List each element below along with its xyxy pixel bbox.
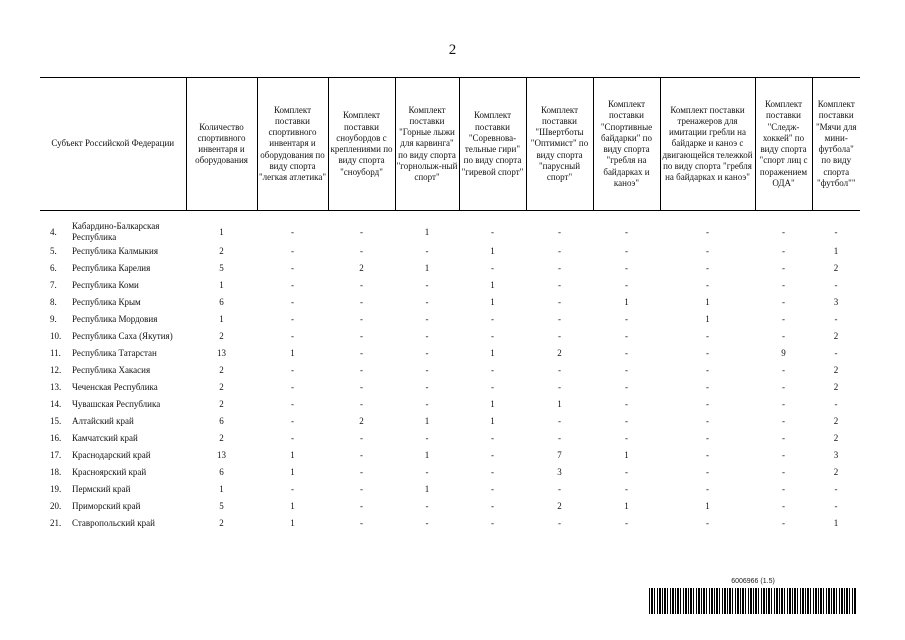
table-cell: - <box>782 226 785 237</box>
table-cell: 1 <box>705 501 710 512</box>
table-cell: - <box>625 416 628 427</box>
table-cell: 2 <box>833 416 839 427</box>
table-cell: 2 <box>833 467 839 478</box>
table-cell: - <box>425 246 429 257</box>
table-row <box>40 448 860 465</box>
row-number: 12. <box>50 365 62 376</box>
table-cell: 2 <box>833 263 839 274</box>
table-cell: 2 <box>219 518 224 529</box>
table-row <box>40 499 860 516</box>
region-name: Краснодарский край <box>72 450 151 461</box>
table-cell: 6 <box>219 297 224 308</box>
table-cell: - <box>558 246 561 257</box>
table-cell: - <box>625 365 628 376</box>
table-cell: - <box>360 331 363 342</box>
table-cell: - <box>834 280 838 291</box>
table-row <box>40 414 860 431</box>
table-cell: 2 <box>833 331 839 342</box>
header-snowboard: Комплект поставки сноубордов с креплениями по виду спорта "сноуборд" <box>328 78 395 211</box>
table-cell: - <box>291 246 294 257</box>
table-cell: - <box>491 484 494 495</box>
table-cell: - <box>782 484 785 495</box>
table-cell: 1 <box>490 348 495 359</box>
table-cell: - <box>782 263 785 274</box>
table-cell: 3 <box>833 450 839 461</box>
table-cell: - <box>625 484 628 495</box>
table-cell: - <box>360 501 363 512</box>
table-cell: - <box>291 331 294 342</box>
table-cell: - <box>625 331 628 342</box>
table-cell: - <box>491 314 494 325</box>
region-name: Республика Карелия <box>72 263 151 274</box>
table-cell: - <box>491 226 494 237</box>
table-cell: - <box>425 501 429 512</box>
table-cell: - <box>782 433 785 444</box>
table-cell: - <box>291 297 294 308</box>
table-cell: 2 <box>219 399 224 410</box>
table-cell: - <box>782 331 785 342</box>
header-total-count: Количество спортивного инвентаря и оборудования <box>186 78 257 211</box>
table-row <box>40 465 860 482</box>
table-cell: 2 <box>219 382 224 393</box>
table-cell: - <box>425 331 429 342</box>
row-number: 9. <box>50 314 57 325</box>
header-subject: Субъект Российской Федерации <box>40 78 186 211</box>
table-cell: - <box>706 433 709 444</box>
table-cell: - <box>291 416 294 427</box>
table-cell: - <box>360 484 363 495</box>
table-cell: - <box>782 467 785 478</box>
table-cell: 1 <box>290 467 295 478</box>
table-cell: - <box>291 365 294 376</box>
table-cell: - <box>625 348 628 359</box>
table-cell: 2 <box>833 382 839 393</box>
table-cell: - <box>558 314 561 325</box>
table-cell: - <box>360 467 363 478</box>
table-cell: - <box>706 484 709 495</box>
table-row <box>40 431 860 448</box>
table-cell: - <box>491 263 494 274</box>
table-cell: 1 <box>833 518 839 529</box>
table-cell: - <box>558 263 561 274</box>
table-cell: 1 <box>219 314 224 325</box>
table-cell: - <box>360 280 363 291</box>
table-cell: 1 <box>424 484 430 495</box>
table-cell: 1 <box>219 280 224 291</box>
table-cell: - <box>491 382 494 393</box>
header-kettlebell: Комплект поставки "Соревнова-тельные гири" по виду спорта "гиревой спорт" <box>459 78 526 211</box>
table-cell: - <box>782 518 785 529</box>
table-cell: - <box>834 484 838 495</box>
table-cell: - <box>291 484 294 495</box>
table-row <box>40 221 860 244</box>
table-cell: - <box>625 433 628 444</box>
table-cell: - <box>491 467 494 478</box>
table-cell: 13 <box>217 450 226 461</box>
table-row <box>40 516 860 533</box>
table-cell: 1 <box>490 246 495 257</box>
table-cell: 1 <box>290 348 295 359</box>
row-number: 14. <box>50 399 62 410</box>
table-cell: - <box>491 433 494 444</box>
table-cell: 1 <box>290 450 295 461</box>
table-cell: 1 <box>219 226 224 237</box>
table-cell: - <box>291 263 294 274</box>
row-number: 10. <box>50 331 62 342</box>
table-cell: 1 <box>624 297 629 308</box>
region-name: Алтайский край <box>72 416 134 427</box>
region-name: Ставропольский край <box>72 518 155 529</box>
table-cell: 2 <box>557 348 562 359</box>
region-name: Кабардино-Балкарская Республика <box>72 221 160 243</box>
row-number: 20. <box>50 501 62 512</box>
table-cell: 7 <box>557 450 562 461</box>
table-cell: 3 <box>833 297 839 308</box>
table-cell: 1 <box>624 450 629 461</box>
table-cell: - <box>291 382 294 393</box>
table-cell: - <box>706 263 709 274</box>
table-cell: - <box>425 433 429 444</box>
table-cell: - <box>782 314 785 325</box>
table-cell: 1 <box>424 450 430 461</box>
table-cell: - <box>425 399 429 410</box>
table-cell: - <box>625 280 628 291</box>
table-row <box>40 261 860 278</box>
table-cell: 5 <box>219 263 224 274</box>
table-cell: - <box>706 331 709 342</box>
table-cell: - <box>706 226 709 237</box>
table-cell: - <box>558 226 561 237</box>
row-number: 17. <box>50 450 62 461</box>
table-cell: 2 <box>219 246 224 257</box>
table-cell: - <box>558 297 561 308</box>
table-cell: - <box>834 501 838 512</box>
row-number: 18. <box>50 467 62 478</box>
table-cell: - <box>558 280 561 291</box>
table-cell: - <box>291 433 294 444</box>
table-cell: - <box>360 348 363 359</box>
table-cell: - <box>625 467 628 478</box>
table-cell: - <box>782 501 785 512</box>
table-row <box>40 397 860 414</box>
table-cell: - <box>706 382 709 393</box>
table-cell: 1 <box>490 280 495 291</box>
header-rowing-simulators: Комплект поставки тренажеров для имитации гребли на байдарке и каноэ с двигающейся тележкой по виду спорта "гребля на байдарках и каноэ" <box>660 78 755 211</box>
table-cell: - <box>425 348 429 359</box>
table-cell: - <box>360 450 363 461</box>
header-alpine-skiing: Комплект поставки "Горные лыжи для карвинга" по виду спорта "горнолыж-ный спорт" <box>395 78 459 211</box>
table-cell: - <box>706 450 709 461</box>
table-cell: - <box>782 450 785 461</box>
table-cell: 2 <box>219 433 224 444</box>
table-cell: - <box>834 226 838 237</box>
table-cell: - <box>706 416 709 427</box>
table-cell: - <box>291 226 294 237</box>
table-cell: - <box>360 246 363 257</box>
header-sailing: Комплект поставки "Швертботы "Оптимист" по виду спорта "парусный спорт" <box>526 78 593 211</box>
header-kayaks: Комплект поставки "Спортивные байдарки" по виду спорта "гребля на байдарках и каноэ" <box>593 78 660 211</box>
table-cell: - <box>425 297 429 308</box>
table-cell: - <box>291 399 294 410</box>
region-name: Чеченская Республика <box>72 382 158 393</box>
table-cell: 2 <box>359 416 364 427</box>
table-cell: 1 <box>290 518 295 529</box>
table-cell: - <box>360 226 363 237</box>
table-cell: - <box>491 450 494 461</box>
table-cell: - <box>291 280 294 291</box>
table-cell: 2 <box>219 365 224 376</box>
region-name: Республика Саха (Якутия) <box>72 331 173 342</box>
table-header-row <box>40 78 860 211</box>
region-name: Пермский край <box>72 484 131 495</box>
table-cell: - <box>558 433 561 444</box>
table-cell: 2 <box>833 365 839 376</box>
table-cell: - <box>425 365 429 376</box>
barcode-bars <box>649 588 857 614</box>
table-cell: - <box>706 399 709 410</box>
table-cell: - <box>360 297 363 308</box>
table-row <box>40 380 860 397</box>
header-sledge-hockey: Комплект поставки "Следж-хоккей" по виду спорта "спорт лиц с поражением ОДА" <box>755 78 812 211</box>
table-cell: - <box>706 518 709 529</box>
table-cell: - <box>425 280 429 291</box>
table-cell: - <box>558 331 561 342</box>
table-cell: - <box>558 382 561 393</box>
barcode <box>649 580 857 614</box>
table-cell: - <box>625 314 628 325</box>
table-cell: - <box>834 399 838 410</box>
table-cell: 1 <box>624 501 629 512</box>
table-cell: - <box>625 382 628 393</box>
table-row <box>40 346 860 363</box>
table-cell: - <box>291 314 294 325</box>
table-cell: - <box>834 314 838 325</box>
equipment-table <box>40 77 860 533</box>
table-cell: - <box>782 416 785 427</box>
table-cell: 6 <box>219 416 224 427</box>
table-cell: - <box>782 399 785 410</box>
row-number: 6. <box>50 263 57 274</box>
table-cell: - <box>834 348 838 359</box>
table-cell: - <box>360 399 363 410</box>
table-cell: 2 <box>359 263 364 274</box>
table-cell: - <box>425 518 429 529</box>
table-cell: - <box>706 246 709 257</box>
table-cell: - <box>706 467 709 478</box>
table-cell: - <box>706 280 709 291</box>
table-row <box>40 312 860 329</box>
table-cell: 1 <box>705 297 710 308</box>
header-athletics: Комплект поставки спортивного инвентаря и оборудования по виду спорта "легкая атлетика" <box>257 78 328 211</box>
table-cell: 1 <box>424 416 430 427</box>
table-cell: 2 <box>219 331 224 342</box>
table-cell: 1 <box>219 484 224 495</box>
table-cell: - <box>782 280 785 291</box>
table-cell: - <box>706 348 709 359</box>
table-cell: 13 <box>217 348 226 359</box>
table-row <box>40 295 860 312</box>
table-cell: 1 <box>424 226 430 237</box>
table-cell: 6 <box>219 467 224 478</box>
table-cell: - <box>625 263 628 274</box>
table-cell: - <box>625 226 628 237</box>
page-number: 2 <box>448 42 457 58</box>
region-name: Республика Хакасия <box>72 365 151 376</box>
table-cell: 1 <box>490 416 495 427</box>
table-row <box>40 278 860 295</box>
region-name: Красноярский край <box>72 467 147 478</box>
table-cell: 1 <box>705 314 710 325</box>
row-number: 7. <box>50 280 57 291</box>
table-cell: 2 <box>557 501 562 512</box>
region-name: Камчатский край <box>72 433 138 444</box>
table-cell: 1 <box>290 501 295 512</box>
table-cell: - <box>782 382 785 393</box>
table-cell: - <box>782 246 785 257</box>
table-cell: - <box>360 433 363 444</box>
row-number: 4. <box>50 226 57 237</box>
table-cell: - <box>625 518 628 529</box>
table-cell: 1 <box>490 399 495 410</box>
region-name: Республика Коми <box>72 280 139 291</box>
region-name: Республика Крым <box>72 297 141 308</box>
table-cell: - <box>491 331 494 342</box>
table-row <box>40 329 860 346</box>
table-cell: - <box>491 518 494 529</box>
row-number: 15. <box>50 416 62 427</box>
region-name: Республика Татарстан <box>72 348 157 359</box>
table-cell: - <box>558 416 561 427</box>
table-cell: - <box>360 518 363 529</box>
header-spacer <box>40 211 860 222</box>
row-number: 8. <box>50 297 57 308</box>
table-cell: - <box>360 365 363 376</box>
row-number: 16. <box>50 433 62 444</box>
table-cell: 2 <box>833 433 839 444</box>
table-cell: - <box>558 365 561 376</box>
region-name: Приморский край <box>72 501 141 512</box>
table-cell: - <box>782 297 785 308</box>
table-cell: - <box>625 399 628 410</box>
row-number: 19. <box>50 484 62 495</box>
region-name: Чувашская Республика <box>72 399 161 410</box>
table-cell: - <box>491 365 494 376</box>
region-name: Республика Мордовия <box>72 314 158 325</box>
table-cell: - <box>491 501 494 512</box>
table-cell: - <box>782 365 785 376</box>
table-cell: - <box>625 246 628 257</box>
region-name: Республика Калмыкия <box>72 246 158 257</box>
table-cell: - <box>360 314 363 325</box>
row-number: 5. <box>50 246 57 257</box>
table-cell: 3 <box>557 467 562 478</box>
row-number: 21. <box>50 518 62 529</box>
table-cell: - <box>425 382 429 393</box>
table-cell: - <box>558 518 561 529</box>
table-cell: - <box>558 484 561 495</box>
table-cell: - <box>425 314 429 325</box>
table-cell: - <box>706 365 709 376</box>
table-cell: 1 <box>424 263 430 274</box>
header-mini-football: Комплект поставки "Мячи для мини-футбола" по виду спорта "футбол"" <box>812 78 860 211</box>
table-cell: 5 <box>219 501 224 512</box>
table-cell: - <box>360 382 363 393</box>
row-number: 13. <box>50 382 62 393</box>
table-cell: - <box>425 467 429 478</box>
table-cell: 1 <box>557 399 562 410</box>
barcode-label: 6006966 (1.5) <box>731 578 775 585</box>
table-row <box>40 482 860 499</box>
table-cell: 1 <box>833 246 839 257</box>
table-cell: 1 <box>490 297 495 308</box>
row-number: 11. <box>50 348 61 359</box>
table-cell: 9 <box>781 348 786 359</box>
table-row <box>40 244 860 261</box>
table-row <box>40 363 860 380</box>
